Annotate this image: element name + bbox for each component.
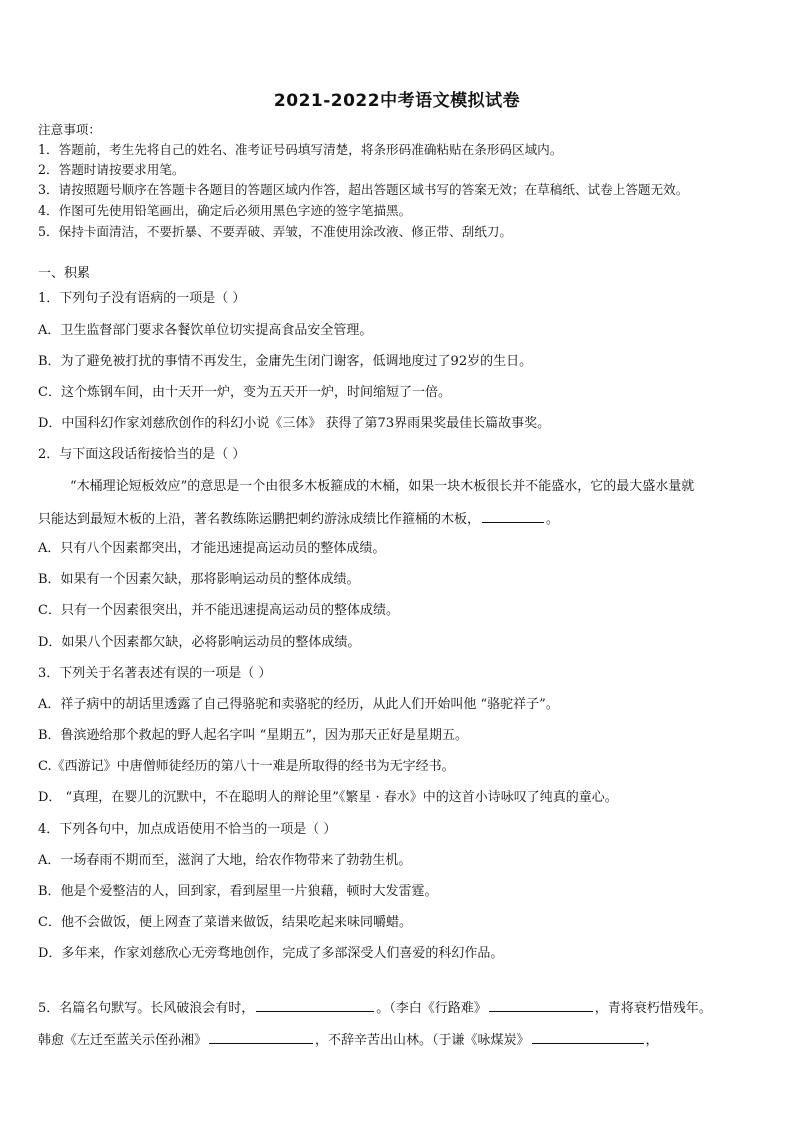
question-3-option-d: D． “真理，在婴儿的沉默中，不在聪明人的辩论里”《繁星 · 春水》中的这首小诗咏叹了纯真的童心。 (38, 790, 618, 805)
question-4-option-b: B．他是个爱整洁的人，回到家，看到屋里一片狼藉，顿时大发雷霆。 (38, 884, 438, 899)
question-1-option-b: B．为了避免被打扰的事情不再发生，金庸先生闭门谢客，低调地度过了92岁的生日。 (38, 354, 533, 369)
question-2-option-d: D．如果八个因素都欠缺，必将影响运动员的整体成绩。 (38, 635, 361, 650)
answer-blank[interactable] (256, 998, 374, 1012)
notice-item-3: 3．请按照题号顺序在答题卡各题目的答题区域内作答，超出答题区域书写的答案无效；在草稿纸、试卷上答题无效。 (38, 182, 689, 197)
notice-heading: 注意事项： (38, 122, 101, 137)
question-2-option-c: C．只有一个因素很突出，并不能迅速提高运动员的整体成绩。 (38, 603, 399, 618)
question-2-passage-line-1: “木桶理论短板效应”的意思是一个由很多木板箍成的木桶，如果一块木板很长并不能盛水，它的最大盛水量就 (70, 479, 695, 494)
notice-item-2: 2．答题时请按要求用笔。 (38, 162, 185, 177)
question-2-passage-line-2 (38, 509, 559, 529)
question-5-line-1 (38, 998, 712, 1018)
q5-text-4: 韩愈《左迁至蓝关示侄孙湘》 (38, 1033, 208, 1048)
question-3-option-b: B．鲁滨逊给那个救起的野人起名字叫 “星期五”，因为那天正好是星期五。 (38, 728, 468, 743)
question-1-option-c: C．这个炼钢车间，由十天开一炉，变为五天开一炉，时间缩短了一倍。 (38, 385, 451, 400)
q5-text-2: 。（李白《行路难》 (376, 1001, 487, 1016)
question-4-option-c: C．他不会做饭，便上网查了菜谱来做饭，结果吃起来味同嚼蜡。 (38, 915, 412, 930)
question-3-option-c: C.《西游记》中唐僧师徒经历的第八十一难是所取得的经书为无字经书。 (38, 759, 455, 774)
notice-item-1: 1．答题前，考生先将自己的姓名、准考证号码填写清楚，将条形码准确粘贴在条形码区域内。 (38, 142, 563, 157)
question-4-option-d: D．多年来，作家刘慈欣心无旁骛地创作，完成了多部深受人们喜爱的科幻作品。 (38, 946, 504, 961)
question-2-stem: 2．与下面这段话衔接恰当的是（ ） (38, 447, 246, 462)
question-2-option-b: B．如果有一个因素欠缺，那将影响运动员的整体成绩。 (38, 572, 360, 587)
answer-blank[interactable] (482, 509, 544, 523)
q5-text-1: 5．名篇名句默写。长风破浪会有时， (38, 1001, 255, 1016)
notice-item-5: 5．保持卡面清洁，不要折暴、不要弄破、弄皱，不准使用涂改液、修正带、刮纸刀。 (38, 224, 512, 239)
section-heading: 一、积累 (38, 266, 91, 281)
answer-blank[interactable] (209, 1030, 313, 1044)
question-1-stem: 1．下列句子没有语病的一项是（ ） (38, 291, 246, 306)
question-3-option-a: A．祥子病中的胡话里透露了自己得骆驼和卖骆驼的经历，从此人们开始叫他 “骆驼祥子”。 (38, 697, 559, 712)
question-4-option-a: A．一场春雨不期而至，滋润了大地，给农作物带来了勃勃生机。 (38, 853, 412, 868)
answer-blank[interactable] (532, 1030, 644, 1044)
answer-blank[interactable] (489, 998, 593, 1012)
question-2-option-a: A．只有八个因素都突出，才能迅速提高运动员的整体成绩。 (38, 541, 386, 556)
passage-text: 只能达到最短木板的上沿，著名教练陈运鹏把刺约游泳成绩比作箍桶的木板， (38, 512, 481, 527)
q5-text-3: ，青将衰朽惜残年。 (594, 1001, 712, 1016)
passage-end: 。 (546, 512, 560, 527)
question-4-stem: 4．下列各句中，加点成语使用不恰当的一项是（ ） (38, 822, 337, 837)
q5-text-5: ，不辞辛苦出山林。（于谦《咏煤炭》 (315, 1033, 530, 1048)
notice-item-4: 4．作图可先使用铅笔画出，确定后必须用黑色字迹的签字笔描黑。 (38, 203, 412, 218)
page-title: 2021-2022中考语文模拟试卷 (273, 91, 521, 111)
q5-text-6: ， (645, 1033, 659, 1048)
question-1-option-d: D．中国科幻作家刘慈欣创作的科幻小说《三体》 获得了第73界雨果奖最佳长篇故事奖。 (38, 416, 551, 431)
question-3-stem: 3．下列关于名著表述有误的一项是（ ） (38, 666, 272, 681)
question-5-line-2 (38, 1030, 659, 1050)
question-1-option-a: A．卫生监督部门要求各餐饮单位切实提高食品安全管理。 (38, 323, 373, 338)
